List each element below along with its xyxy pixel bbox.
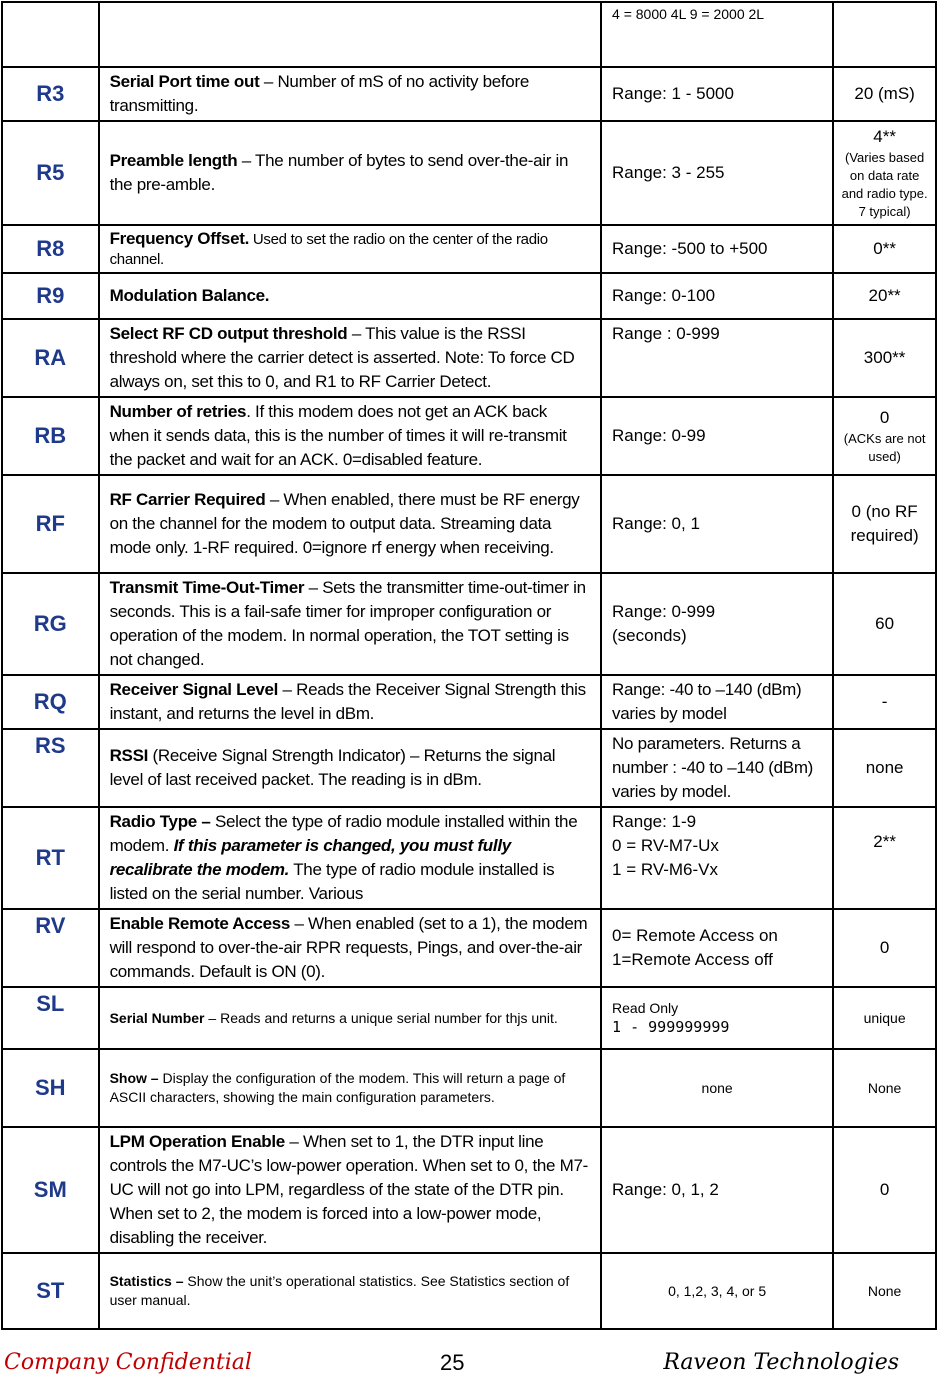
command-range: Range: 0-100 bbox=[601, 273, 833, 319]
command-range: Range: 0-99 bbox=[601, 397, 833, 475]
command-range: Range: 0, 1, 2 bbox=[601, 1127, 833, 1253]
command-code: RS bbox=[2, 729, 99, 807]
command-code: R9 bbox=[2, 273, 99, 319]
command-text: – This value is the RSSI threshold where the carrier detect is asserted. Note: To force CD always on, set this to 0, and R1 to RF Carrier Detect. bbox=[109, 324, 575, 391]
command-default: - bbox=[833, 675, 936, 729]
command-code: R8 bbox=[2, 225, 99, 273]
command-range: Range: 1 - 5000 bbox=[601, 67, 833, 121]
command-range: Range: 3 - 255 bbox=[601, 121, 833, 225]
command-description bbox=[99, 1253, 601, 1329]
default-note: (Varies based on data rate and radio type. 7 typical) bbox=[841, 150, 928, 219]
command-default bbox=[833, 2, 936, 67]
command-range: Range: -40 to –140 (dBm) varies by model bbox=[601, 675, 833, 729]
command-default: 0 (no RF required) bbox=[833, 475, 936, 573]
command-text-tail: The type of radio module installed is listed on the serial number. Various bbox=[109, 860, 555, 903]
page-number: 25 bbox=[440, 1350, 465, 1375]
command-text: – Reads the Receiver Signal Strength this instant, and returns the level in dBm. bbox=[109, 680, 586, 723]
command-default bbox=[833, 397, 936, 475]
command-name: LPM Operation Enable bbox=[109, 1132, 285, 1151]
command-code: R3 bbox=[2, 67, 99, 121]
command-range: 0= Remote Access on 1=Remote Access off bbox=[601, 909, 833, 987]
command-default: 20** bbox=[833, 273, 936, 319]
default-value: 4** bbox=[873, 127, 896, 146]
command-code: RF bbox=[2, 475, 99, 573]
command-code: SM bbox=[2, 1127, 99, 1253]
command-warning: If this parameter is changed, you must fully recalibrate the modem. bbox=[109, 836, 511, 879]
default-note: (ACKs are not used) bbox=[843, 431, 926, 464]
table-row bbox=[2, 319, 936, 397]
command-range: Range: 0, 1 bbox=[601, 475, 833, 573]
command-default: unique bbox=[833, 987, 936, 1049]
command-range: none bbox=[601, 1049, 833, 1127]
table-row bbox=[2, 1049, 936, 1127]
table-row bbox=[2, 2, 936, 67]
command-code: SH bbox=[2, 1049, 99, 1127]
command-name: Serial Number bbox=[109, 1009, 205, 1026]
command-description bbox=[99, 273, 601, 319]
command-default: 0 bbox=[833, 1127, 936, 1253]
command-description bbox=[99, 225, 601, 273]
command-code bbox=[2, 2, 99, 67]
command-description bbox=[99, 987, 601, 1049]
command-text: – When enabled (set to a 1), the modem will respond to over-the-air RPR requests, Pings, and over-the-air commands. Default is ON (0). bbox=[109, 914, 588, 981]
command-code: RB bbox=[2, 397, 99, 475]
command-code: RG bbox=[2, 573, 99, 675]
command-text: Show the unit’s operational statistics. See Statistics section of user manual. bbox=[109, 1273, 570, 1308]
command-text: . If this modem does not get an ACK back when it sends data, this is the number of times it will re-transmit the packet and wait for an ACK. 0=disabled feature. bbox=[109, 402, 567, 469]
command-code: RA bbox=[2, 319, 99, 397]
table-row bbox=[2, 121, 936, 225]
command-text: Select the type of radio module installed within the modem. bbox=[109, 812, 578, 855]
command-name: Statistics – bbox=[109, 1273, 184, 1289]
command-text: Display the configuration of the modem. This will return a page of ASCII characters, showing the main configuration parameters. bbox=[109, 1070, 566, 1105]
command-name: Show – bbox=[109, 1070, 159, 1086]
table-row bbox=[2, 225, 936, 273]
table-row bbox=[2, 475, 936, 573]
table-row bbox=[2, 675, 936, 729]
command-description bbox=[99, 1127, 601, 1253]
command-default: 300** bbox=[833, 319, 936, 397]
page-footer bbox=[0, 1348, 939, 1378]
command-default: 0** bbox=[833, 225, 936, 273]
command-range bbox=[601, 987, 833, 1049]
command-range: 0, 1,2, 3, 4, or 5 bbox=[601, 1253, 833, 1329]
command-description bbox=[99, 573, 601, 675]
table-row bbox=[2, 397, 936, 475]
command-code: RV bbox=[2, 909, 99, 987]
command-description bbox=[99, 475, 601, 573]
command-name: Serial Port time out bbox=[109, 72, 260, 91]
command-code: R5 bbox=[2, 121, 99, 225]
table-row bbox=[2, 987, 936, 1049]
command-default: 2** bbox=[833, 807, 936, 909]
command-range: Range: 0-999 (seconds) bbox=[601, 573, 833, 675]
command-default: 0 bbox=[833, 909, 936, 987]
command-table bbox=[1, 1, 937, 1330]
command-name: Number of retries bbox=[109, 402, 247, 421]
command-description bbox=[99, 729, 601, 807]
command-text: – Reads and returns a unique serial number for thjs unit. bbox=[204, 1009, 558, 1026]
command-description bbox=[99, 319, 601, 397]
command-name: RSSI bbox=[109, 746, 149, 765]
command-default: none bbox=[833, 729, 936, 807]
command-description bbox=[99, 67, 601, 121]
command-name: Transmit Time-Out-Timer bbox=[109, 578, 305, 597]
table-row bbox=[2, 67, 936, 121]
command-default: 60 bbox=[833, 573, 936, 675]
command-range: 4 = 8000 4L 9 = 2000 2L bbox=[601, 2, 833, 67]
command-name: Frequency Offset. bbox=[109, 228, 250, 248]
command-description bbox=[99, 1049, 601, 1127]
footer-company: Raveon Technologies bbox=[663, 1350, 899, 1375]
command-text: – When set to 1, the DTR input line controls the M7-UC’s low-power operation. When set to 0, the M7-UC will not go into LPM, regardless of the state of the DTR pin. When set to 2, the modem is forced into a low-power mode, disabling the receiver. bbox=[109, 1132, 589, 1247]
table-row bbox=[2, 729, 936, 807]
default-value: 0 bbox=[879, 408, 890, 427]
command-name: RF Carrier Required bbox=[109, 490, 266, 509]
table-row bbox=[2, 273, 936, 319]
command-description bbox=[99, 909, 601, 987]
table-row bbox=[2, 573, 936, 675]
command-description bbox=[99, 807, 601, 909]
table-row bbox=[2, 1253, 936, 1329]
command-description bbox=[99, 675, 601, 729]
table-row bbox=[2, 807, 936, 909]
table-row bbox=[2, 909, 936, 987]
command-default: None bbox=[833, 1253, 936, 1329]
command-code: RT bbox=[2, 807, 99, 909]
command-description bbox=[99, 121, 601, 225]
command-default bbox=[833, 121, 936, 225]
command-range: Range : 0-999 bbox=[601, 319, 833, 397]
command-name: Enable Remote Access bbox=[109, 914, 291, 933]
command-range: No parameters. Returns a number : -40 to –140 (dBm) varies by model. bbox=[601, 729, 833, 807]
command-name: Receiver Signal Level bbox=[109, 680, 279, 699]
command-name: Preamble length bbox=[109, 151, 238, 170]
command-default: None bbox=[833, 1049, 936, 1127]
command-name: Modulation Balance. bbox=[109, 286, 270, 305]
command-code: RQ bbox=[2, 675, 99, 729]
range-label: Read Only bbox=[612, 1000, 679, 1016]
command-default: 20 (mS) bbox=[833, 67, 936, 121]
command-code: SL bbox=[2, 987, 99, 1049]
command-name: Radio Type – bbox=[109, 812, 211, 831]
range-value: 1 - 999999999 bbox=[612, 1018, 730, 1036]
command-range: Range: -500 to +500 bbox=[601, 225, 833, 273]
command-text: – When enabled, there must be RF energy on the channel for the modem to output data. Streaming data mode only. 1-RF required. 0=ignore rf energy when receiving. bbox=[109, 490, 580, 557]
command-text: – The number of bytes to send over-the-air in the pre-amble. bbox=[109, 151, 569, 194]
command-text: (Receive Signal Strength Indicator) – Returns the signal level of last received packet. The reading is in dBm. bbox=[109, 746, 556, 789]
command-range: Range: 1-9 0 = RV-M7-Ux 1 = RV-M6-Vx bbox=[601, 807, 833, 909]
command-description bbox=[99, 397, 601, 475]
table-row bbox=[2, 1127, 936, 1253]
command-text: Used to set the radio on the center of the radio channel. bbox=[109, 230, 548, 268]
command-text: – Sets the transmitter time-out-timer in seconds. This is a fail-safe timer for improper configuration or operation of the modem. In normal operation, the TOT setting is not changed. bbox=[109, 578, 586, 669]
command-description bbox=[99, 2, 601, 67]
command-name: Select RF CD output threshold bbox=[109, 324, 348, 343]
footer-confidential: Company Confidential bbox=[4, 1350, 252, 1375]
command-code: ST bbox=[2, 1253, 99, 1329]
command-text: – Number of mS of no activity before transmitting. bbox=[109, 72, 529, 115]
